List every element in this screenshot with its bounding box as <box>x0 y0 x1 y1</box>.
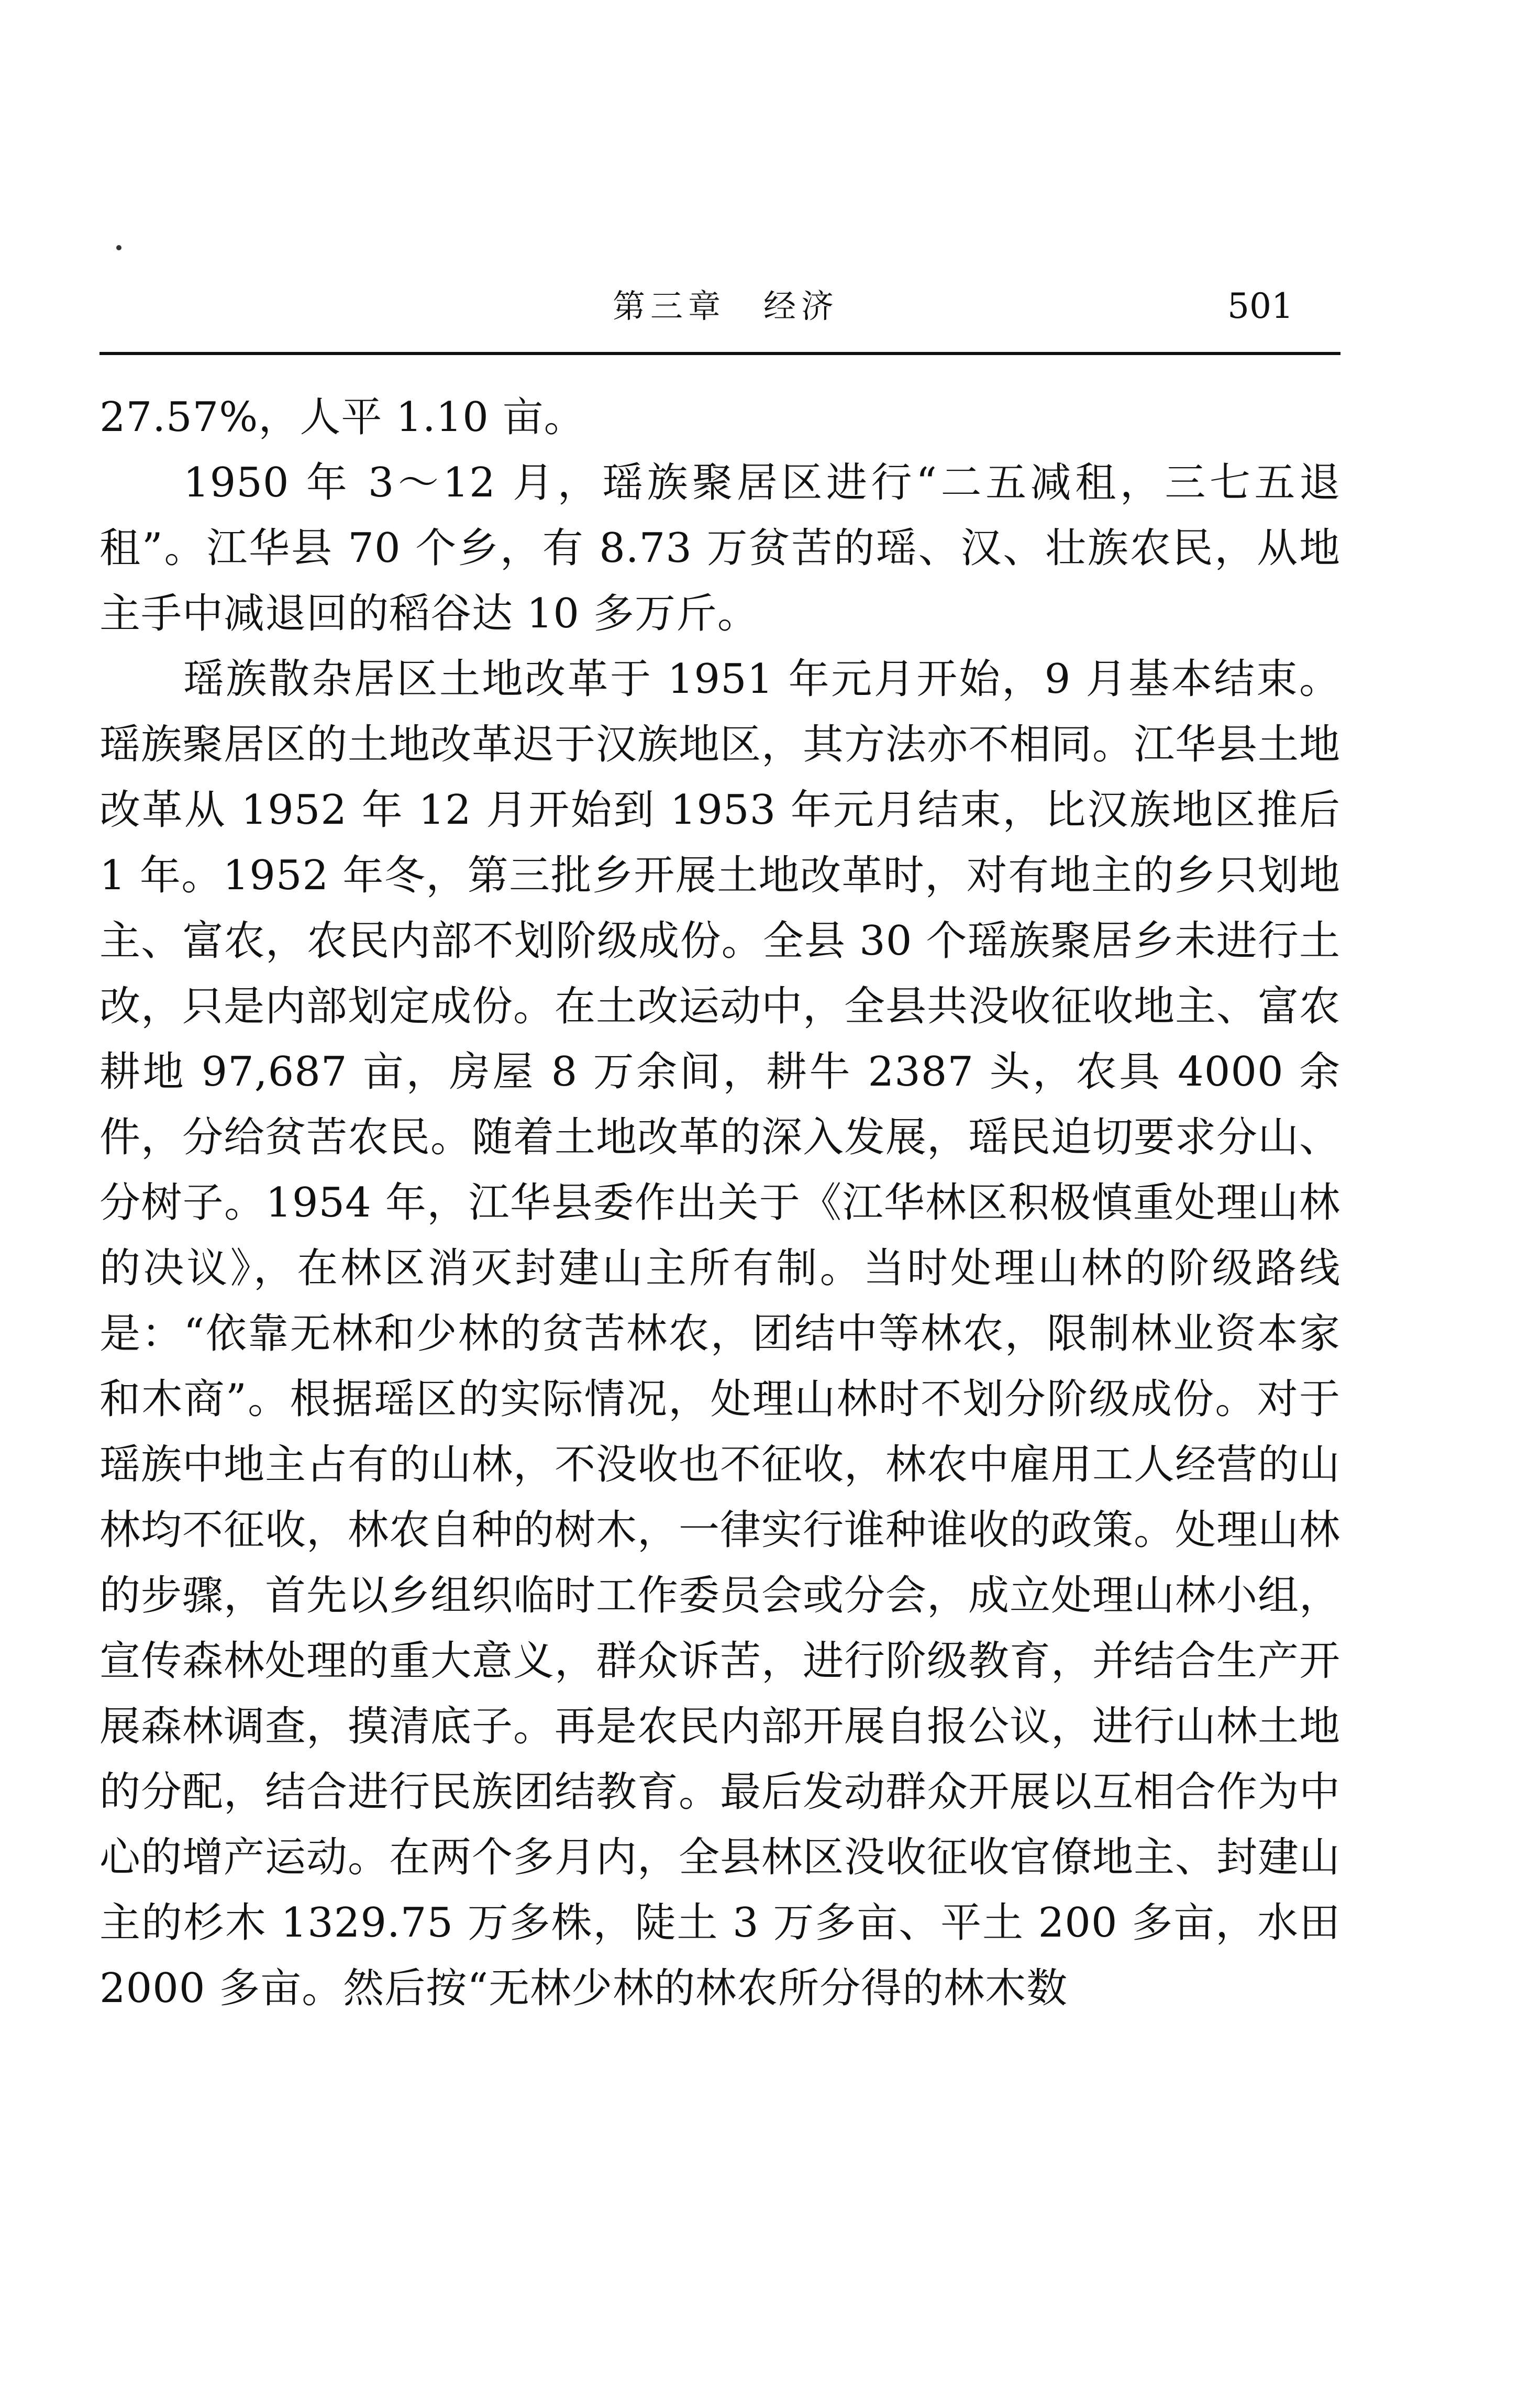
page-number: 501 <box>1227 286 1293 326</box>
header-rule <box>99 352 1340 355</box>
page-header <box>99 283 1340 335</box>
paragraph-land-reform: 瑶族散杂居区土地改革于 1951 年元月开始，9 月基本结束。瑶族聚居区的土地改革迟于汉族地区，其方法亦不相同。江华县土地改革从 1952 年 12 月开始到 1953 年元月结束，比汉族地区推后 1 年。1952 年冬，第三批乡开展土地改革时，对有地主的乡只划地主、富农，农民内部不划阶级成份。全县 30 个瑶族聚居乡未进行土改，只是内部划定成份。在土改运动中，全县共没收征收地主、富农耕地 97,687 亩，房屋 8 万余间，耕牛 2387 头，农具 4000 余件，分给贫苦农民。随着土地改革的深入发展，瑶民迫切要求分山、分树子。1954 年，江华县委作出关于《江华林区积极慎重处理山林的决议》，在林区消灭封建山主所有制。当时处理山林的阶级路线是：“依靠无林和少林的贫苦林农，团结中等林农，限制林业资本家和木商”。根据瑶区的实际情况，处理山林时不划分阶级成份。对于瑶族中地主占有的山林，不没收也不征收，林农中雇用工人经营的山林均不征收，林农自种的树木，一律实行谁种谁收的政策。处理山林的步骤，首先以乡组织临时工作委员会或分会，成立处理山林小组，宣传森林处理的重大意义，群众诉苦，进行阶级教育，并结合生产开展森林调查，摸清底子。再是农民内部开展自报公议，进行山林土地的分配，结合进行民族团结教育。最后发动群众开展以互相合作为中心的增产运动。在两个多月内，全县林区没收征收官僚地主、封建山主的杉木 1329.75 万多株，陡土 3 万多亩、平土 200 多亩，水田 2000 多亩。然后按“无林少林的林农所分得的林木数 <box>99 656 1341 2012</box>
chapter-title: 第三章 经济 <box>613 287 839 325</box>
scan-speck <box>116 245 121 250</box>
paragraph-continuation: 27.57%，人平 1.10 亩。 <box>99 394 585 441</box>
body-text <box>99 385 1340 2021</box>
paragraph-rent-reduction: 1950 年 3～12 月，瑶族聚居区进行“二五减租，三七五退租”。江华县 70 个乡，有 8.73 万贫苦的瑶、汉、壮族农民，从地主手中减退回的稻谷达 10 多万斤。 <box>99 459 1340 637</box>
